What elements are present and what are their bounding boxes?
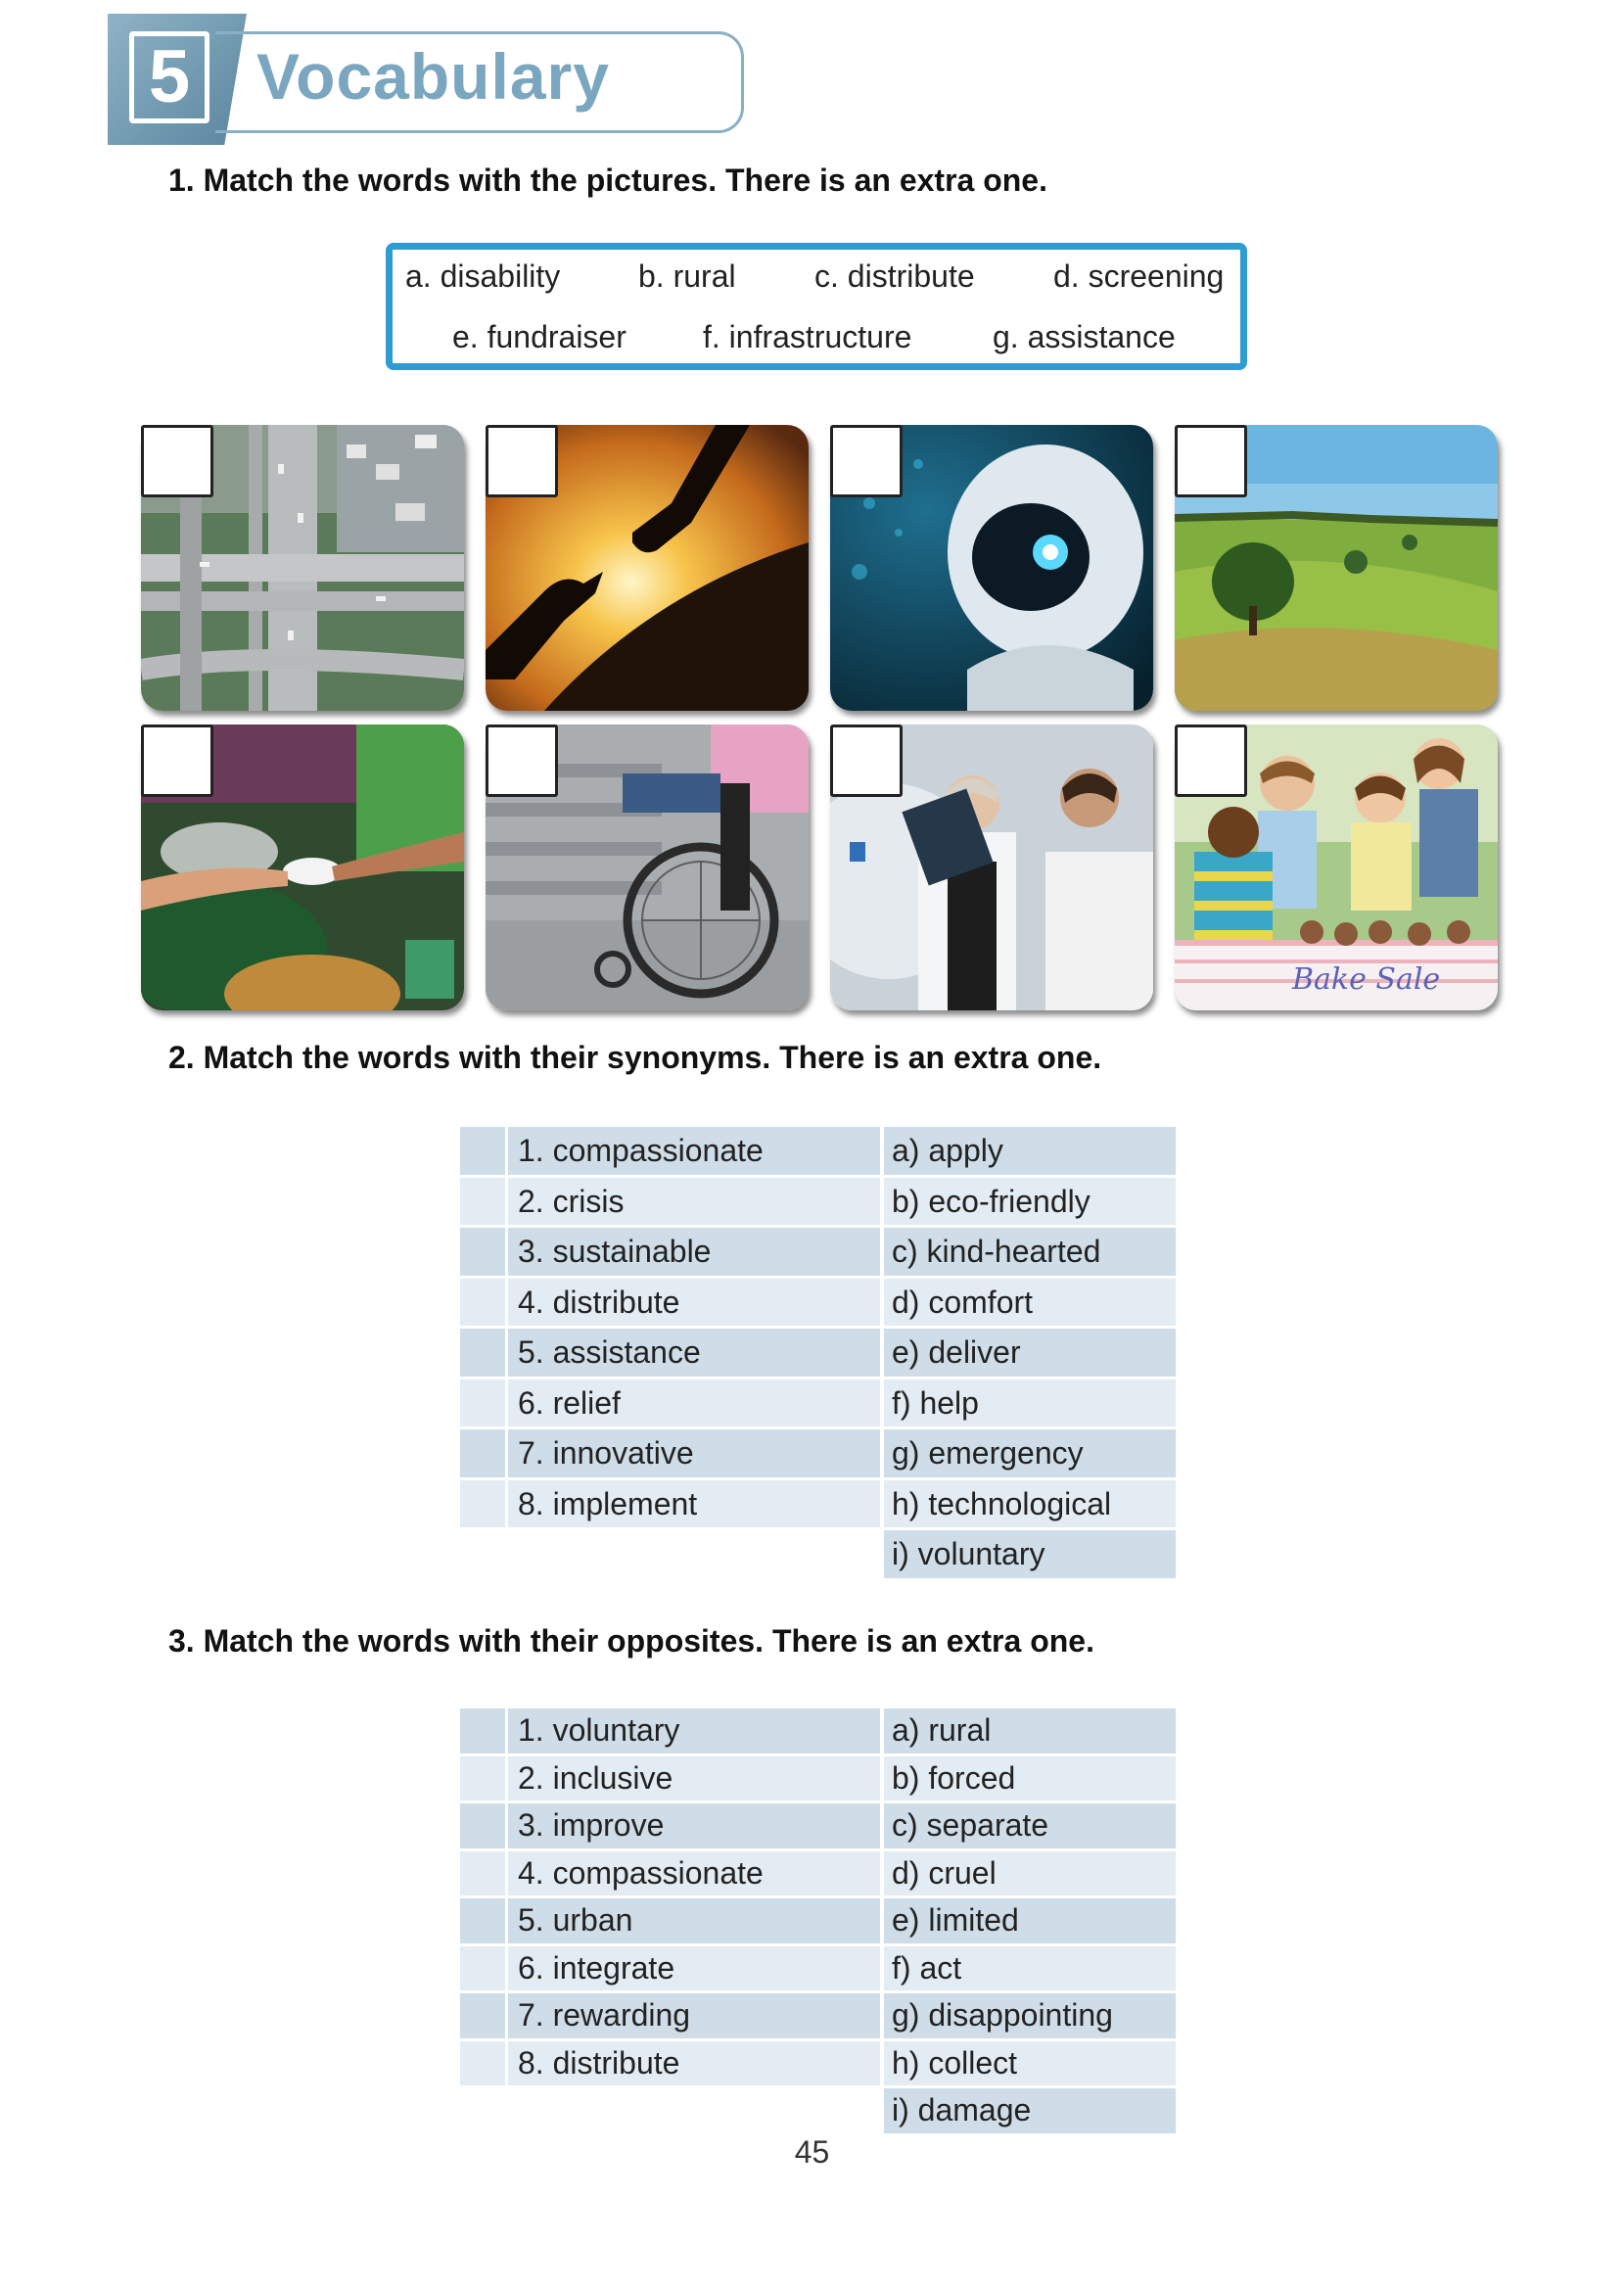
- row-marker: [460, 1898, 505, 1943]
- left-cell: [508, 1228, 880, 1276]
- left-term: 6. relief: [518, 1384, 621, 1421]
- right-term: d) comfort: [892, 1284, 1034, 1320]
- right-cell: [884, 1993, 1176, 2038]
- left-term: 1. compassionate: [518, 1133, 764, 1168]
- right-term: i) damage: [892, 2092, 1032, 2127]
- exercise3-instruction: 3. Match the words with their opposites. There is an extra one.: [168, 1623, 1094, 1659]
- right-cell: [884, 1803, 1176, 1848]
- right-term: h) technological: [892, 1485, 1112, 1521]
- left-term: 4. compassionate: [518, 1854, 764, 1891]
- right-cell: [884, 1530, 1176, 1578]
- right-term: b) forced: [892, 1759, 1016, 1796]
- right-cell: [884, 2088, 1176, 2133]
- left-term: 5. urban: [518, 1902, 633, 1938]
- right-term: g) disappointing: [892, 1997, 1113, 2033]
- right-cell: [884, 1329, 1176, 1377]
- page-title: Vocabulary: [256, 40, 610, 113]
- right-cell: [884, 1178, 1176, 1226]
- word-g: g. assistance: [993, 319, 1176, 354]
- left-term: 3. improve: [518, 1807, 665, 1843]
- left-cell: [508, 1803, 880, 1848]
- right-cell: [884, 1127, 1176, 1175]
- row-marker: [460, 1803, 505, 1848]
- bake-sale-banner: Bake Sale: [1292, 962, 1441, 997]
- answer-box-1[interactable]: [141, 425, 213, 497]
- right-cell: [884, 1851, 1176, 1896]
- left-term: 7. innovative: [518, 1435, 694, 1471]
- left-term: 2. crisis: [518, 1183, 625, 1219]
- right-term: d) cruel: [892, 1854, 997, 1891]
- row-marker: [460, 1329, 505, 1377]
- row-marker: [460, 1708, 505, 1753]
- left-term: 8. implement: [518, 1485, 698, 1521]
- right-cell: [884, 1379, 1176, 1427]
- left-cell: [508, 2041, 880, 2086]
- row-marker: [460, 1480, 505, 1528]
- row-marker: [460, 1946, 505, 1991]
- left-cell: [508, 1993, 880, 2038]
- left-cell: [508, 1127, 880, 1175]
- left-cell: [508, 1329, 880, 1377]
- right-term: c) kind-hearted: [892, 1234, 1101, 1269]
- left-cell: [508, 1898, 880, 1943]
- answer-box-3[interactable]: [830, 425, 903, 497]
- right-term: a) rural: [892, 1712, 992, 1748]
- left-cell: [508, 1756, 880, 1801]
- right-cell: [884, 1946, 1176, 1991]
- right-term: a) apply: [892, 1133, 1003, 1168]
- left-term: 1. voluntary: [518, 1712, 680, 1748]
- right-term: e) limited: [892, 1902, 1019, 1938]
- left-cell: [508, 1379, 880, 1427]
- row-marker: [460, 1127, 505, 1175]
- answer-box-4[interactable]: [1175, 425, 1247, 497]
- right-term: i) voluntary: [892, 1536, 1045, 1571]
- row-marker: [460, 1429, 505, 1477]
- left-term: 4. distribute: [518, 1284, 680, 1320]
- answer-box-2[interactable]: [486, 425, 558, 497]
- word-b: b. rural: [638, 258, 736, 294]
- page-number: 45: [794, 2134, 830, 2170]
- right-cell: [884, 1279, 1176, 1327]
- left-cell: [508, 1946, 880, 1991]
- left-cell: [508, 1851, 880, 1896]
- row-marker: [460, 2041, 505, 2086]
- left-term: 6. integrate: [518, 1949, 675, 1986]
- left-cell: [508, 1708, 880, 1753]
- left-cell: [508, 1480, 880, 1528]
- left-cell: [508, 1429, 880, 1477]
- left-cell: [508, 1178, 880, 1226]
- right-term: c) separate: [892, 1807, 1049, 1843]
- right-term: f) act: [892, 1949, 962, 1986]
- left-term: 5. assistance: [518, 1334, 701, 1370]
- right-term: f) help: [892, 1384, 979, 1421]
- right-cell: [884, 2041, 1176, 2086]
- row-marker: [460, 1178, 505, 1226]
- left-term: 7. rewarding: [518, 1997, 691, 2033]
- left-term: 2. inclusive: [518, 1759, 673, 1796]
- row-marker: [460, 1993, 505, 2038]
- word-d: d. screening: [1053, 258, 1225, 294]
- right-term: b) eco-friendly: [892, 1183, 1090, 1219]
- word-e: e. fundraiser: [452, 319, 626, 354]
- right-cell: [884, 1429, 1176, 1477]
- answer-box-8[interactable]: [1175, 725, 1247, 797]
- right-term: h) collect: [892, 2044, 1018, 2081]
- row-marker: [460, 1228, 505, 1276]
- unit-number: 5: [129, 31, 209, 123]
- row-marker: [460, 1851, 505, 1896]
- left-term: 3. sustainable: [518, 1234, 712, 1269]
- answer-box-5[interactable]: [141, 725, 213, 797]
- word-f: f. infrastructure: [703, 319, 912, 354]
- exercise1-instruction: 1. Match the words with the pictures. There is an extra one.: [168, 163, 1047, 198]
- answer-box-7[interactable]: [830, 725, 903, 797]
- right-cell: [884, 1480, 1176, 1528]
- right-cell: [884, 1898, 1176, 1943]
- word-c: c. distribute: [814, 258, 975, 294]
- row-marker: [460, 1756, 505, 1801]
- row-marker: [460, 1379, 505, 1427]
- right-cell: [884, 1228, 1176, 1276]
- left-term: 8. distribute: [518, 2044, 680, 2081]
- word-a: a. disability: [405, 258, 561, 294]
- right-term: e) deliver: [892, 1334, 1021, 1370]
- right-term: g) emergency: [892, 1435, 1084, 1471]
- exercise2-instruction: 2. Match the words with their synonyms. There is an extra one.: [168, 1040, 1102, 1075]
- right-cell: [884, 1756, 1176, 1801]
- answer-box-6[interactable]: [486, 725, 558, 797]
- row-marker: [460, 1279, 505, 1327]
- right-cell: [884, 1708, 1176, 1753]
- left-cell: [508, 1279, 880, 1327]
